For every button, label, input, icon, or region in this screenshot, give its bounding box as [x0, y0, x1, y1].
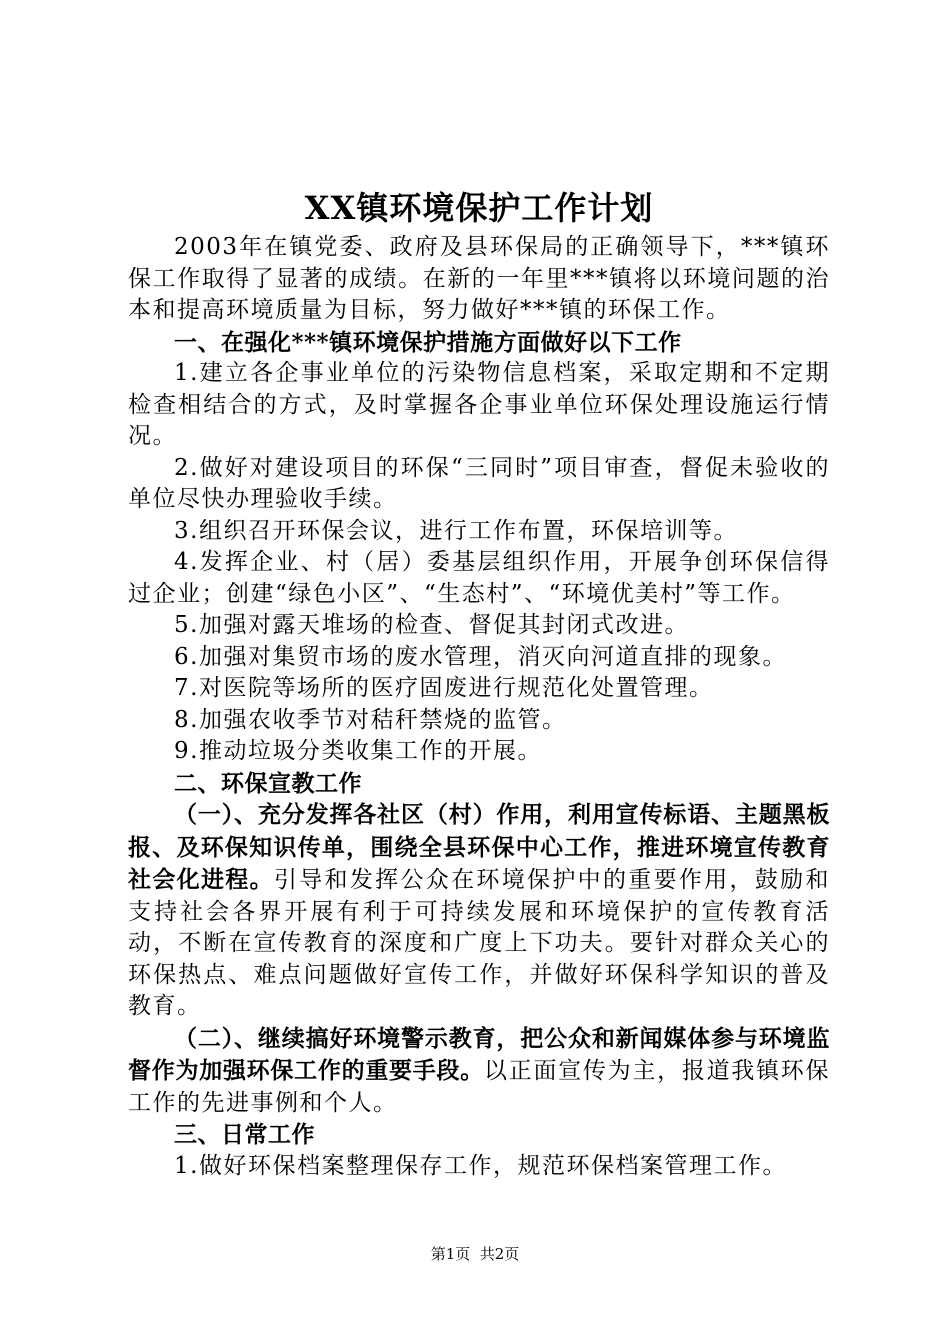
section-2-paragraph-2-lead: （二）、继续搞好环境警示教育，把公众和新闻媒体参与环境监督作为加强环保工作的重要手段。 [128, 1024, 830, 1084]
section-2-paragraph-1-body: 引导和发挥公众在环境保护中的重要作用，鼓励和支持社会各界开展有利于可持续发展和环境保护的宣传教育活动，不断在宣传教育的深度和广度上下功夫。要针对群众关心的环保热点、难点问题做好宣传工作，并做好环保科学知识的普及教育。 [128, 867, 831, 1019]
section-1-item-2: 2.做好对建设项目的环保“三同时”项目审查，督促未验收的单位尽快办理验收手续。 [128, 454, 830, 512]
document-body [128, 186, 830, 1182]
section-2-paragraph-1-lead: （一）、充分发挥各社区（村）作用，利用宣传标语、主题黑板报、及环保知识传单，围绕全县环保中心工作，推进环境宣传教育社会化进程。 [128, 801, 830, 893]
section-1-item-9: 9.推动垃圾分类收集工作的开展。 [174, 738, 542, 764]
section-1-item-1: 1.建立各企事业单位的污染物信息档案，采取定期和不定期检查相结合的方式，及时掌握各企事业单位环保处理设施运行情况。 [128, 360, 830, 449]
section-1-item-8: 8.加强农收季节对秸秆禁烧的监管。 [174, 706, 567, 733]
section-2-paragraph-2 [128, 1023, 830, 1120]
section-1-item-6: 6.加强对集贸市场的废水管理，消灭向河道直排的现象。 [174, 643, 787, 670]
page-footer [0, 1244, 950, 1264]
section-1-item-3: 3.组织召开环保会议，进行工作布置，环保培训等。 [174, 517, 738, 544]
section-3-item-1: 1.做好环保档案整理保存工作，规范环保档案管理工作。 [174, 1152, 787, 1179]
section-3-heading: 三、日常工作 [174, 1121, 315, 1148]
section-2-heading: 二、环保宣教工作 [174, 769, 362, 797]
section-2-paragraph-1 [128, 799, 830, 1023]
section-1-item-4: 4.发挥企业、村（居）委基层组织作用，开展争创环保信得过企业；创建“绿色小区”、“生态村”、“环境优美村”等工作。 [128, 549, 830, 607]
section-2-paragraph-2-body: 以正面宣传为主，报道我镇环保工作的先进事例和个人。 [128, 1058, 831, 1116]
section-1-item-5: 5.加强对露天堆场的检查、督促其封闭式改进。 [174, 612, 689, 638]
document-title: XX镇环境保护工作计划 [304, 189, 654, 227]
intro-paragraph: 2003年在镇党委、政府及县环保局的正确领导下，***镇环保工作取得了显著的成绩。在新的一年里***镇将以环境问题的治本和提高环境质量为目标，努力做好***镇的环保工作。 [128, 234, 830, 323]
section-1-heading: 一、在强化***镇环境保护措施方面做好以下工作 [174, 328, 682, 356]
section-1-item-7: 7.对医院等场所的医疗固废进行规范化处置管理。 [174, 675, 714, 701]
page-number-label: 第1页 共2页 [430, 1245, 520, 1263]
